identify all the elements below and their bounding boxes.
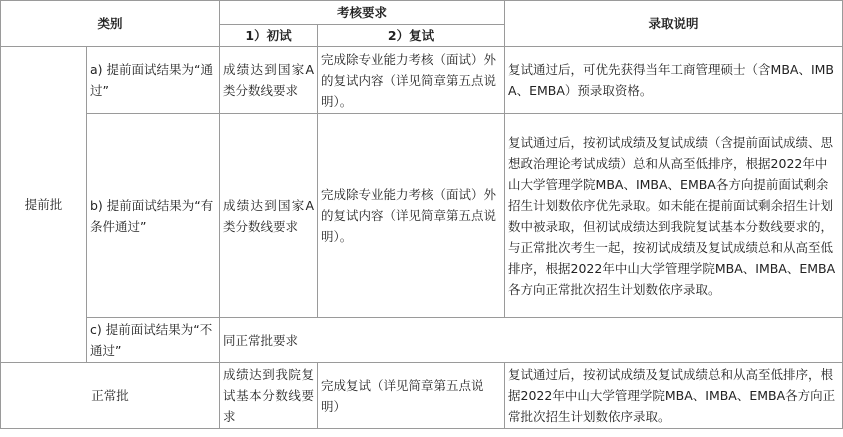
condition-cell: b) 提前面试结果为“有条件通过” <box>87 114 220 318</box>
table-row <box>1 318 843 363</box>
normal-batch-label: 正常批 <box>1 363 220 429</box>
retest-cell: 完成复试（详见简章第五点说明） <box>318 363 505 429</box>
table-row <box>1 363 843 429</box>
header-admission: 录取说明 <box>505 1 843 47</box>
retest-cell: 完成除专业能力考核（面试）外的复试内容（详见简章第五点说明）。 <box>318 114 505 318</box>
header-category: 类别 <box>1 1 220 47</box>
merged-requirement-cell: 同正常批要求 <box>220 318 843 363</box>
preliminary-cell: 成绩达到国家A类分数线要求 <box>220 47 318 114</box>
condition-cell: c) 提前面试结果为“不通过” <box>87 318 220 363</box>
header-row <box>1 1 843 25</box>
retest-cell: 完成除专业能力考核（面试）外的复试内容（详见简章第五点说明）。 <box>318 47 505 114</box>
preliminary-cell: 成绩达到我院复试基本分数线要求 <box>220 363 318 429</box>
header-retest: 2）复试 <box>318 25 505 47</box>
condition-cell: a) 提前面试结果为“通过” <box>87 47 220 114</box>
admission-cell: 复试通过后，可优先获得当年工商管理硕士（含MBA、IMBA、EMBA）预录取资格。 <box>505 47 843 114</box>
admission-cell: 复试通过后，按初试成绩及复试成绩（含提前面试成绩、思想政治理论考试成绩）总和从高至低排序，根据2022年中山大学管理学院MBA、IMBA、EMBA各方向提前面试剩余招生计划数依序优先录取。如未能在提前面试剩余招生计划数中被录取，但初试成绩达到我院复试基本分数线要求的，与正常批次考生一起，按初试成绩及复试成绩总和从高至低排序，根据2022年中山大学管理学院MBA、IMBA、EMBA各方向正常批次招生计划数依序录取。 <box>505 114 843 318</box>
admission-cell: 复试通过后，按初试成绩及复试成绩总和从高至低排序，根据2022年中山大学管理学院MBA、IMBA、EMBA各方向正常批次招生计划数依序录取。 <box>505 363 843 429</box>
early-batch-label: 提前批 <box>1 47 87 363</box>
header-assessment: 考核要求 <box>220 1 505 25</box>
preliminary-cell: 成绩达到国家A类分数线要求 <box>220 114 318 318</box>
table-row <box>1 114 843 318</box>
header-preliminary: 1）初试 <box>220 25 318 47</box>
table-row <box>1 47 843 114</box>
